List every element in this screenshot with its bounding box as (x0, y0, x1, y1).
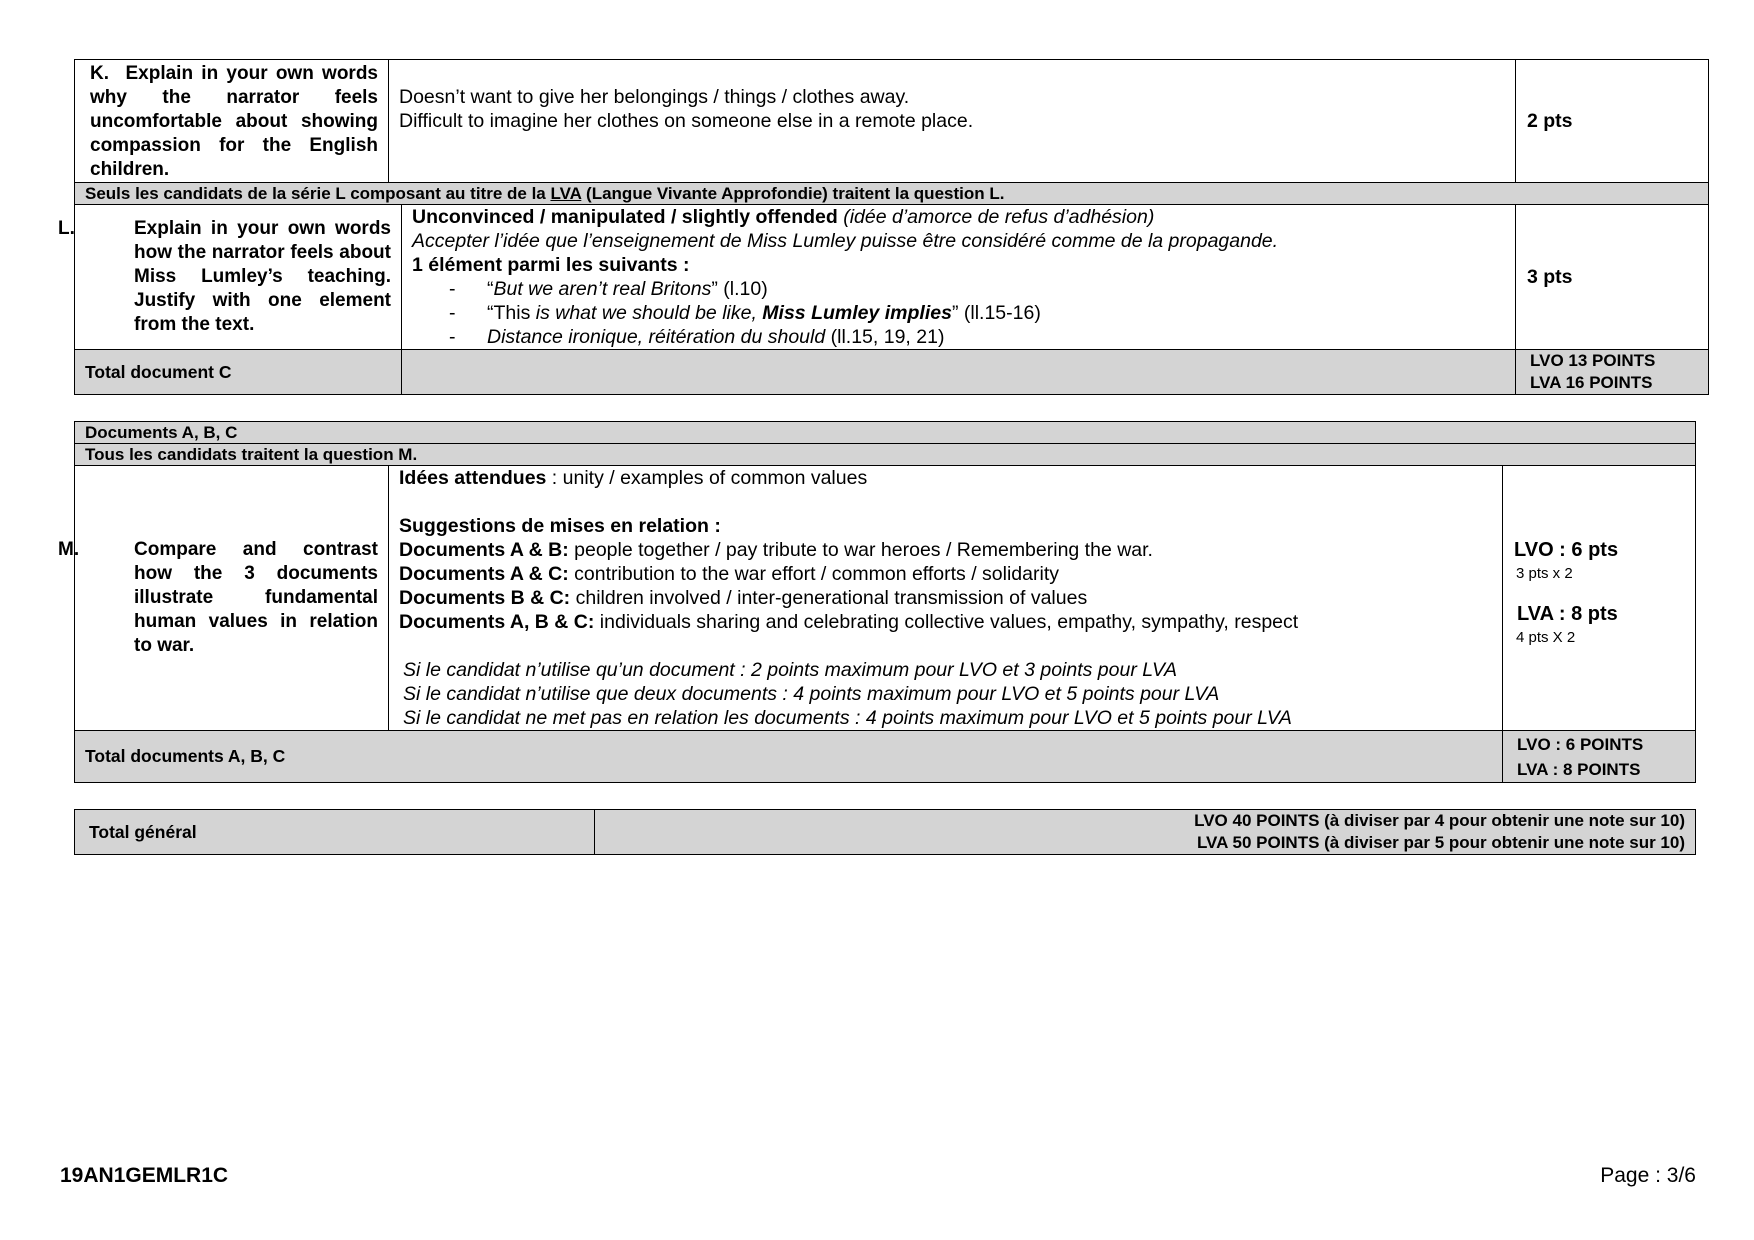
page-number: Page : 3/6 (1600, 1164, 1696, 1187)
table-document-c (58, 59, 1709, 395)
question-k-cell (75, 60, 389, 183)
band-row-all-candidates (75, 444, 1696, 466)
band-lva-after: (Langue Vivante Approfondie) traitent la question L. (581, 184, 1005, 203)
answer-k-cell (389, 60, 1516, 183)
points-l: 3 pts (1516, 205, 1709, 350)
answer-l-propaganda: Accepter l’idée que l’enseignement de Miss Lumley puisse être considéré comme de la propagande. (412, 230, 1279, 252)
band-lva-underlined: LVA (550, 184, 582, 203)
row-question-k (75, 60, 1709, 183)
answer-l-cell (402, 205, 1516, 350)
total-documents-abc-points (1503, 731, 1696, 783)
band-row-lva (75, 183, 1709, 205)
question-l-text: Explain in your own words how the narrator feels about Miss Lumley’s teaching. Justify with one element from the text. (134, 218, 391, 335)
total-document-c-empty (402, 350, 1516, 395)
answer-k-line: Difficult to imagine her clothes on someone else in a remote place. (399, 110, 974, 132)
row-question-m (75, 466, 1696, 731)
answer-m-note: Si le candidat n’utilise que deux documents : 4 points maximum pour LVO et 5 points pour LVA (403, 683, 1220, 705)
points-m-cell (1503, 466, 1696, 731)
points-m-lva: LVA : 8 pts (1517, 603, 1618, 625)
table-documents-abc (58, 421, 1696, 783)
answer-m-note: Si le candidat n’utilise qu’un document : 2 points maximum pour LVO et 3 points pour LVA (403, 659, 1177, 681)
total-documents-abc-label: Total documents A, B, C (75, 731, 1503, 783)
document-code: 19AN1GEMLR1C (60, 1164, 229, 1187)
answer-l-choose-one: 1 élément parmi les suivants : (412, 254, 690, 276)
band-lva-before: Seuls les candidats de la série L composant au titre de la (85, 184, 551, 203)
band-documents-abc: Documents A, B, C (75, 422, 1696, 444)
points-m-lvo: LVO : 6 pts (1514, 539, 1619, 561)
answer-l-keywords-note: (idée d’amorce de refus d’adhésion) (837, 206, 1155, 228)
answer-m-relation: Documents A & B: people together / pay tribute to war heroes / Remembering the war. (399, 539, 1153, 561)
total-abc-lvo: LVO : 6 POINTS (1517, 734, 1644, 754)
total-c-lva: LVA 16 POINTS (1530, 373, 1653, 392)
answer-l-item: - Distance ironique, réitération du should (ll.15, 19, 21) (449, 326, 945, 348)
answer-l-item: - “This is what we should be like, Miss Lumley implies” (ll.15-16) (449, 302, 1041, 324)
answer-l-keywords: Unconvinced / manipulated / slightly offended (412, 206, 838, 228)
answer-m-relation: Documents A & C: contribution to the war effort / common efforts / solidarity (399, 563, 1059, 585)
question-m-text: Compare and contrast how the 3 documents illustrate fundamental human values in relation to war. (134, 539, 378, 656)
answer-m-cell (389, 466, 1503, 731)
row-total-document-c (75, 350, 1709, 395)
row-total-general (75, 810, 1696, 855)
answer-l-item: - “But we aren’t real Britons” (l.10) (449, 278, 768, 300)
total-general-points (595, 810, 1696, 855)
total-document-c-label: Total document C (75, 350, 402, 395)
total-general-lva: LVA 50 POINTS (à diviser par 5 pour obtenir une note sur 10) (1196, 833, 1685, 852)
question-l-cell (58, 205, 402, 350)
question-m-cell (58, 466, 389, 731)
total-abc-lva: LVA : 8 POINTS (1517, 759, 1641, 779)
band-lva-only (75, 183, 1709, 205)
total-general-lvo: LVO 40 POINTS (à diviser par 4 pour obtenir une note sur 10) (1194, 811, 1685, 830)
question-k-prefix: K. (90, 63, 109, 84)
answer-m-note: Si le candidat ne met pas en relation les documents : 4 points maximum pour LVO et 5 points pour LVA (403, 707, 1292, 729)
points-m-lvo-detail: 3 pts x 2 (1516, 565, 1573, 582)
answer-m-relation: Documents B & C: children involved / inter-generational transmission of values (399, 587, 1088, 609)
answer-k-line: Doesn’t want to give her belongings / things / clothes away. (399, 86, 910, 108)
table-total-general (74, 809, 1696, 855)
answer-m-ideas-label: Idées attendues (399, 467, 547, 489)
row-total-documents-abc (75, 731, 1696, 783)
question-l-prefix: L. (58, 218, 75, 239)
total-general-label: Total général (75, 810, 595, 855)
band-row-documents (75, 422, 1696, 444)
band-all-candidates: Tous les candidats traitent la question M. (75, 444, 1696, 466)
answer-m-ideas-text: : unity / examples of common values (546, 467, 868, 489)
question-k-text: Explain in your own words why the narrator feels uncomfortable about showing compassion for the English children. (90, 63, 378, 180)
total-c-lvo: LVO 13 POINTS (1530, 351, 1656, 370)
answer-m-suggestions: Suggestions de mises en relation : (399, 515, 721, 537)
question-m-prefix: M. (58, 539, 80, 560)
points-k: 2 pts (1516, 60, 1709, 183)
total-document-c-points (1516, 350, 1709, 395)
row-question-l (75, 205, 1709, 350)
points-m-lva-detail: 4 pts X 2 (1516, 629, 1576, 646)
answer-m-relation: Documents A, B & C: individuals sharing and celebrating collective values, empathy, sympathy, respect (399, 611, 1299, 633)
